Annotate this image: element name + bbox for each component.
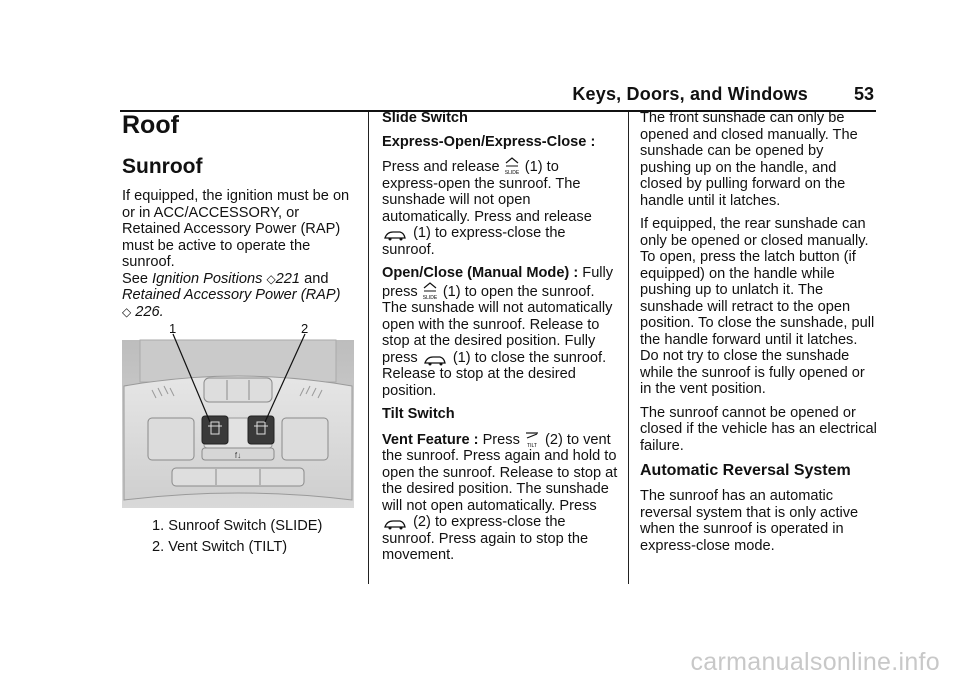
front-sunshade-paragraph: The front sunshade can only be opened and closed manually. The sunshade can be opened by pushing up on the handle, and closed by pulling forward on the handle until it latches. (640, 110, 858, 209)
see-text: See (122, 270, 148, 287)
svg-text:SLIDE: SLIDE (422, 294, 437, 300)
watermark: carmanualsonline.info (690, 648, 940, 676)
page-header (120, 76, 876, 112)
manual-paragraph: Open/Close (Manual Mode) : Fully press SLIDE (1) to open the sunroof. The sunshade will not automatically open with the sunroof. Release to stop at the desired position. Fully press (1) to close the sunroof. Release to stop at the desired position. (382, 265, 614, 399)
ref-arrow-icon: ◇ (122, 304, 132, 319)
express-paragraph: Press and release SLIDE (1) to express-open the sunroof. The sunshade will not open automatically. Press and release (1) to express-close the sunroof. (382, 159, 592, 258)
caption-2: 2. Vent Switch (TILT) (152, 538, 288, 555)
vent-paragraph: Vent Feature : Press TILT (2) to vent the sunroof. Press again and hold to open the sunroof. Release to stop at the desired position. The sunshade will not open automatically. Press (2) to express-close the sunroof. Press again to stop the movement. (382, 431, 618, 563)
column-divider (368, 112, 369, 584)
slide-switch-icon (505, 157, 519, 175)
caption-1: 1. Sunroof Switch (SLIDE) (152, 518, 323, 534)
column-1 (122, 110, 360, 327)
heading-sunroof: Sunroof (122, 155, 203, 178)
section-title: Keys, Doors, and Windows (572, 84, 808, 104)
column-2 (382, 110, 618, 571)
heading-express: Express-Open/Express-Close : (382, 133, 596, 150)
automatic-reversal-paragraph: The sunroof has an automatic reversal system that is only active when the sunroof is operated in express-close mode. (640, 488, 859, 554)
svg-text:SLIDE: SLIDE (504, 170, 519, 175)
sunroof-close-icon (423, 354, 447, 366)
sunroof-switch-figure (120, 318, 356, 510)
ref-page-1[interactable]: 221 (275, 270, 301, 287)
svg-text:TILT: TILT (526, 442, 537, 448)
electrical-failure-paragraph: The sunroof cannot be opened or closed if the vehicle has an electrical failure. (640, 404, 877, 454)
overhead-console-illustration (120, 318, 356, 510)
slide-switch-icon (423, 282, 437, 300)
heading-slide-switch: Slide Switch (382, 110, 468, 126)
sunroof-close-icon (383, 518, 407, 530)
heading-tilt-switch: Tilt Switch (382, 406, 455, 422)
page-number: 53 (853, 84, 874, 104)
ref-arrow-icon: ◇ (266, 271, 276, 286)
column-3 (640, 110, 878, 561)
heading-roof: Roof (122, 111, 179, 139)
rear-sunshade-paragraph: If equipped, the rear sunshade can only be opened or closed manually. To open, press the latch button (if equipped) on the handle while pushing up to unlatch it. The sunshade will retract to the open position. To close the sunshade, pull the handle forward until it latches. Do not try to close the sunshade while the sunroof is fully opened or in the vent position. (640, 216, 875, 397)
sunroof-close-icon (383, 229, 407, 241)
ref-rap[interactable]: Retained Accessory Power (RAP) (122, 287, 341, 303)
tilt-switch-icon (525, 430, 539, 448)
figure-callout-1: 1 (169, 321, 177, 336)
sunroof-intro: If equipped, the ignition must be on or in ACC/ACCESSORY, or Retained Accessory Power (RAP) must be active to operate the sunroof. (122, 188, 350, 270)
figure-captions (152, 518, 362, 559)
ref-ignition-positions[interactable]: Ignition Positions (152, 270, 263, 287)
heading-automatic-reversal: Automatic Reversal System (640, 462, 851, 479)
and-text: and (304, 270, 329, 287)
cross-reference (122, 271, 360, 321)
figure-icon-label: f↓ (234, 451, 242, 460)
figure-callout-2: 2 (301, 321, 309, 336)
ref-page-2[interactable]: 226. (135, 303, 164, 320)
column-divider (628, 112, 629, 584)
